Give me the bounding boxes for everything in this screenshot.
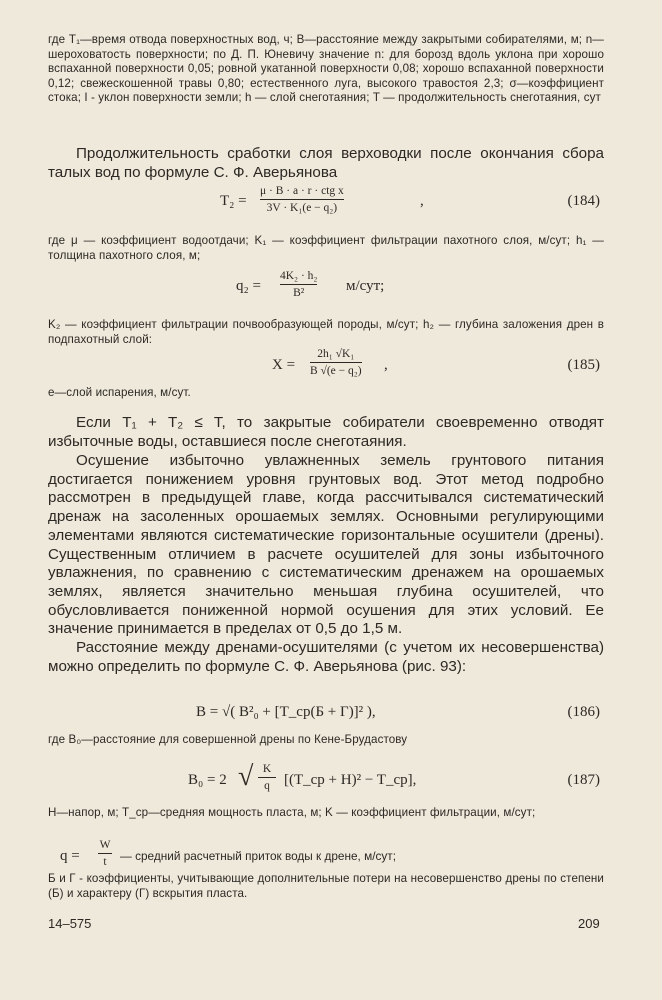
eq184-lhs: T₂ = — [220, 193, 247, 209]
eq-q-denominator: t — [103, 856, 107, 868]
equation-186 — [48, 700, 604, 726]
eq187-number: (187) — [567, 772, 600, 788]
equation-184 — [48, 184, 604, 224]
equation-185 — [48, 347, 604, 387]
where-q2: K₂ — коэффициент фильтрации почвообразующей породы, м/сут; h₂ — глубина заложения дрен в подпахотный слой: — [48, 318, 604, 346]
eq184-number: (184) — [567, 193, 600, 209]
eq-q2-denominator: B² — [293, 287, 305, 299]
eq-q2-fraction — [280, 269, 317, 300]
eq185-lhs: X = — [272, 357, 296, 373]
eq186-number: (186) — [567, 704, 600, 720]
paragraph-distance: Расстояние между дренами-осушителями (с учетом их несовершенства) можно определить по формуле С. Ф. Аверьянова (рис. 93): — [48, 639, 604, 675]
eq185-denominator: B √(e − q₂) — [310, 365, 362, 377]
eq184-tail: , — [420, 193, 424, 209]
eq184-denominator: 3V · K₁(e − q₂) — [266, 202, 338, 214]
eq184-fraction — [260, 184, 344, 215]
eq-q2-numerator: 4K₂ · h₂ — [280, 270, 318, 282]
intro-paragraph: где T₁—время отвода поверхностных вод, ч; B—расстояние между закрытыми собирателями, м; n—шероховатость поверхности; по Д. П. Юневичу значение n: для борозд вдоль уклона при хорошо вспаханной поверхности 0,05; ровной укатанной поверхности 0,08; хорошо вспаханной поверхности 0,12; свежескошенной травы 0,80; естественного луга, высокого травостоя 2,3; σ—коэффициент стока; I - уклон поверхности земли; h — слой снеготаяния; T — продолжительность снеготаяния, сут — [48, 33, 604, 105]
where-187: H—напор, м; T_cp—средняя мощность пласта, м; K — коэффициент фильтрации, м/сут; — [48, 806, 536, 819]
eq184-numerator: μ · B · a · r · ctg x — [260, 185, 344, 197]
eq185-tail: , — [384, 357, 388, 373]
where-final: Б и Г - коэффициенты, учитывающие дополнительные потери на несовершенство дрены по степени (Б) и характеру (Г) вскрытия пласта. — [48, 872, 604, 900]
eq-q2-lhs: q₂ = — [236, 278, 261, 294]
eq187-numerator: K — [262, 763, 272, 775]
eq187-lhs: B₀ = 2 — [188, 772, 227, 788]
eq187-bracket: [(T_cp + H)² − T_cp], — [284, 772, 417, 788]
eq185-fraction — [310, 347, 362, 378]
eq187-denominator: q — [264, 780, 270, 792]
eq-q-text: — средний расчетный приток воды к дрене, м/сут; — [120, 849, 396, 863]
equation-q — [48, 838, 604, 874]
eq-q2-unit: м/сут; — [346, 278, 385, 294]
eq-q-numerator: W — [99, 839, 111, 851]
where-184: где μ — коэффициент водоотдачи; K₁ — коэффициент фильтрации пахотного слоя, м/сут; h₁ — толщина пахотного слоя, м; — [48, 234, 604, 262]
paragraph-184-intro: Продолжительность сработки слоя верховодки после окончания сбора талых вод по формуле С. Ф. Аверьянова — [48, 145, 604, 181]
eq187-fraction — [258, 762, 276, 793]
page-footer-code: 14–575 — [48, 916, 92, 931]
equation-q2 — [48, 269, 604, 309]
eq186-expression: B = √( B²₀ + [T_cp(Б + Г)]² ), — [196, 704, 376, 720]
eq185-number: (185) — [567, 357, 600, 373]
eq-q-fraction — [98, 838, 112, 869]
eq-q-lhs: q = — [60, 848, 80, 864]
eq187-root-sign: √ — [238, 761, 254, 792]
paragraph-drainage: Осушение избыточно увлажненных земель грунтового питания достигается понижением уровня грунтовых вод. Этот метод подробно рассмотрен в предыдущей главе, когда рассчитывался систематический дренаж на засоленных орошаемых землях. Основными регулирующими элементами являются систематические горизонтальные осушители (дрены). Существенным отличием в расчете осушителей для зоны избыточного увлажнения, по сравнению с систематическим дренажем на орошаемых землях, является значительно меньшая глубина осушителей, что обусловливается пониженной нормой осушения для этих условий. Ее значение принимается в пределах от 0,5 до 1,5 м. — [48, 452, 604, 638]
eq185-numerator: 2h₁ √K₁ — [317, 348, 355, 360]
page-number: 209 — [578, 916, 600, 931]
paragraph-condition: Если T₁ + T₂ ≤ T, то закрытые собиратели своевременно отводят избыточные воды, оставшиеся после снеготаяния. — [48, 414, 604, 450]
where-186: где B₀—расстояние для совершенной дрены по Кене-Брудастову — [48, 733, 408, 746]
where-185: e—слой испарения, м/сут. — [48, 386, 191, 399]
equation-187 — [48, 758, 604, 804]
